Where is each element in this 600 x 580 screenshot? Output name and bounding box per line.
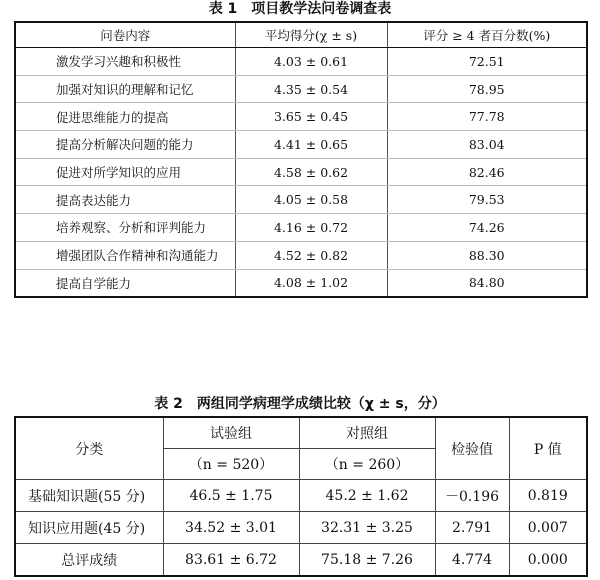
- column-header-mean-score: 平均得分(χ ± s): [235, 22, 387, 48]
- test-value-cell: －0.196: [435, 480, 509, 512]
- mean-score-cell: 4.41 ± 0.65: [235, 131, 387, 159]
- column-header-control-group: 对照组: [299, 417, 435, 449]
- mean-score-cell: 4.35 ± 0.54: [235, 75, 387, 103]
- experimental-score-cell: 46.5 ± 1.75: [163, 480, 299, 512]
- test-value-cell: 2.791: [435, 512, 509, 544]
- column-header-category: 分类: [15, 417, 163, 480]
- percentage-cell: 82.46: [387, 158, 587, 186]
- item-cell: 提高分析解决问题的能力: [15, 131, 235, 159]
- table2-caption: 表 2 两组同学病理学成绩比较（χ ± s，分）: [154, 396, 446, 412]
- p-value-cell: 0.007: [509, 512, 587, 544]
- experimental-score-cell: 34.52 ± 3.01: [163, 512, 299, 544]
- table-row: [15, 480, 587, 512]
- column-header-experimental-group: 试验组: [163, 417, 299, 449]
- item-cell: 提高表达能力: [15, 186, 235, 214]
- table-header-row: [15, 417, 587, 449]
- mean-score-cell: 4.52 ± 0.82: [235, 241, 387, 269]
- category-cell: 总评成绩: [15, 544, 163, 577]
- percentage-cell: 72.51: [387, 48, 587, 76]
- table-row: [15, 241, 587, 269]
- column-header-p-value: P 值: [509, 417, 587, 480]
- test-value-cell: 4.774: [435, 544, 509, 577]
- percentage-cell: 84.80: [387, 269, 587, 297]
- percentage-cell: 74.26: [387, 214, 587, 242]
- experimental-group-size: （n = 520）: [163, 449, 299, 480]
- table-header-row: [15, 22, 587, 48]
- control-score-cell: 75.18 ± 7.26: [299, 544, 435, 577]
- column-header-percentage: 评分 ≥ 4 者百分数(%): [387, 22, 587, 48]
- table-row: [15, 214, 587, 242]
- item-cell: 促进思维能力的提高: [15, 103, 235, 131]
- mean-score-cell: 4.16 ± 0.72: [235, 214, 387, 242]
- p-value-cell: 0.000: [509, 544, 587, 577]
- column-header-item: 问卷内容: [15, 22, 235, 48]
- control-score-cell: 32.31 ± 3.25: [299, 512, 435, 544]
- p-value-cell: 0.819: [509, 480, 587, 512]
- category-cell: 知识应用题(45 分): [15, 512, 163, 544]
- percentage-cell: 77.78: [387, 103, 587, 131]
- mean-score-cell: 4.05 ± 0.58: [235, 186, 387, 214]
- control-score-cell: 45.2 ± 1.62: [299, 480, 435, 512]
- percentage-cell: 83.04: [387, 131, 587, 159]
- table-row: [15, 75, 587, 103]
- category-cell: 基础知识题(55 分): [15, 480, 163, 512]
- scores-comparison-table: [14, 416, 588, 577]
- table-row: [15, 131, 587, 159]
- experimental-score-cell: 83.61 ± 6.72: [163, 544, 299, 577]
- percentage-cell: 78.95: [387, 75, 587, 103]
- table-row: [15, 544, 587, 577]
- table-row: [15, 48, 587, 76]
- item-cell: 加强对知识的理解和记忆: [15, 75, 235, 103]
- mean-score-cell: 4.08 ± 1.02: [235, 269, 387, 297]
- mean-score-cell: 3.65 ± 0.45: [235, 103, 387, 131]
- table-row: [15, 269, 587, 297]
- mean-score-cell: 4.58 ± 0.62: [235, 158, 387, 186]
- item-cell: 培养观察、分析和评判能力: [15, 214, 235, 242]
- column-header-test-value: 检验值: [435, 417, 509, 480]
- percentage-cell: 79.53: [387, 186, 587, 214]
- survey-table: [14, 21, 588, 298]
- mean-score-cell: 4.03 ± 0.61: [235, 48, 387, 76]
- item-cell: 促进对所学知识的应用: [15, 158, 235, 186]
- control-group-size: （n = 260）: [299, 449, 435, 480]
- table1-caption: 表 1 项目教学法问卷调查表: [208, 1, 392, 17]
- percentage-cell: 88.30: [387, 241, 587, 269]
- item-cell: 激发学习兴趣和积极性: [15, 48, 235, 76]
- table-row: [15, 158, 587, 186]
- item-cell: 提高自学能力: [15, 269, 235, 297]
- table-row: [15, 103, 587, 131]
- table-row: [15, 512, 587, 544]
- item-cell: 增强团队合作精神和沟通能力: [15, 241, 235, 269]
- table-row: [15, 186, 587, 214]
